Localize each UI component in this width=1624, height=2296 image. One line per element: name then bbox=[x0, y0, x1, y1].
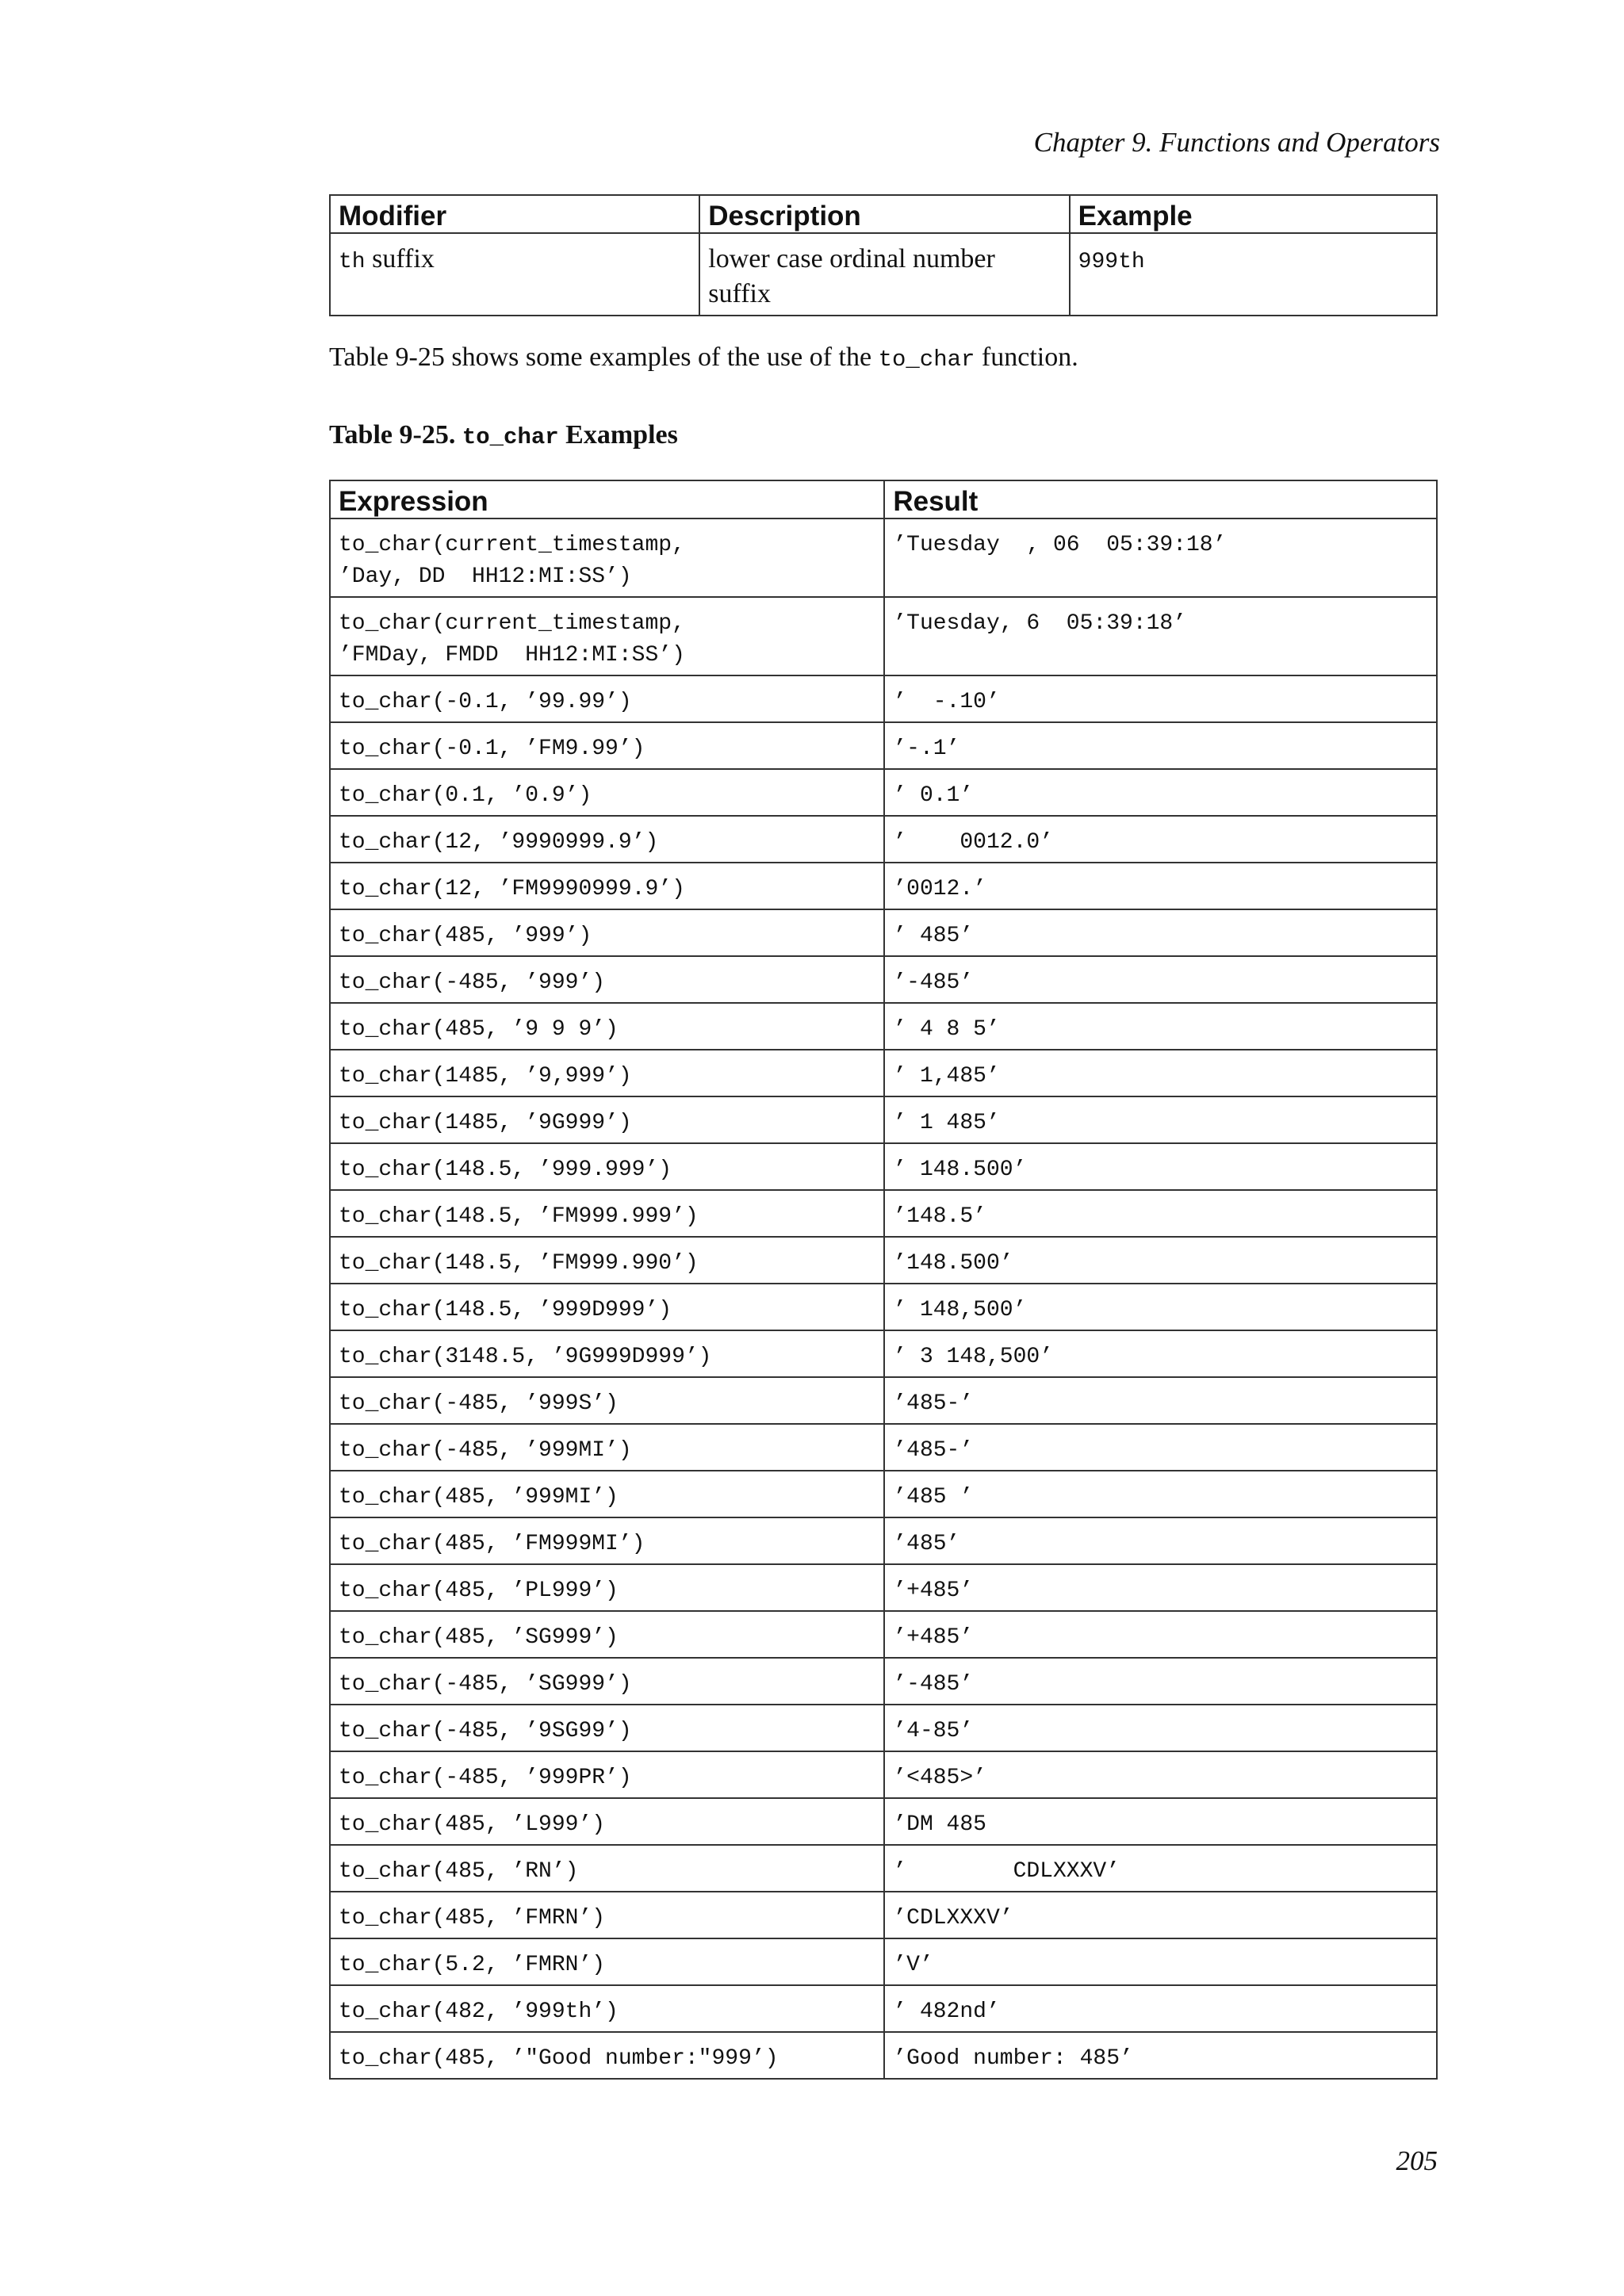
modifier-cell bbox=[330, 233, 699, 316]
expression-cell: to_char(current_timestamp, ’Day, DD HH12:MI:SS’) bbox=[330, 519, 884, 597]
result-cell: ’+485’ bbox=[884, 1564, 1437, 1611]
expression-cell: to_char(485, ’RN’) bbox=[330, 1845, 884, 1892]
table-row bbox=[330, 1143, 1437, 1190]
expression-cell: to_char(485, ’FMRN’) bbox=[330, 1892, 884, 1938]
result-cell: ’ 0.1’ bbox=[884, 769, 1437, 816]
table-row bbox=[330, 909, 1437, 956]
expression-cell: to_char(485, ’999MI’) bbox=[330, 1471, 884, 1517]
table-row bbox=[330, 1424, 1437, 1471]
table-row bbox=[330, 1190, 1437, 1237]
result-cell: ’485’ bbox=[884, 1517, 1437, 1564]
modifier-text: suffix bbox=[365, 244, 435, 274]
table-row bbox=[330, 1892, 1437, 1938]
result-cell: ’CDLXXXV’ bbox=[884, 1892, 1437, 1938]
result-cell: ’485-’ bbox=[884, 1424, 1437, 1471]
result-cell: ’DM 485 bbox=[884, 1798, 1437, 1845]
table-row bbox=[330, 1377, 1437, 1424]
intro-code: to_char bbox=[878, 346, 975, 373]
result-cell: ’ 148.500’ bbox=[884, 1143, 1437, 1190]
result-cell: ’ 4 8 5’ bbox=[884, 1003, 1437, 1050]
table-row bbox=[330, 863, 1437, 909]
caption-label: Table 9-25. bbox=[329, 420, 462, 450]
result-cell: ’ 148,500’ bbox=[884, 1284, 1437, 1330]
expression-cell: to_char(-485, ’999S’) bbox=[330, 1377, 884, 1424]
description-line: lower case ordinal number bbox=[708, 244, 995, 274]
column-header-description: Description bbox=[699, 195, 1069, 233]
expression-cell: to_char(485, ’L999’) bbox=[330, 1798, 884, 1845]
column-header-modifier: Modifier bbox=[330, 195, 699, 233]
expression-cell: to_char(148.5, ’FM999.999’) bbox=[330, 1190, 884, 1237]
modifier-table-header-row bbox=[330, 195, 1437, 233]
result-cell: ’ 482nd’ bbox=[884, 1985, 1437, 2032]
example-code: 999th bbox=[1078, 250, 1145, 274]
expression-cell: to_char(1485, ’9G999’) bbox=[330, 1096, 884, 1143]
table-row bbox=[330, 956, 1437, 1003]
table-row bbox=[330, 1284, 1437, 1330]
expression-cell: to_char(485, ’PL999’) bbox=[330, 1564, 884, 1611]
table-row bbox=[330, 1798, 1437, 1845]
caption-text: Examples bbox=[558, 420, 678, 450]
table-row bbox=[330, 1938, 1437, 1985]
table-row bbox=[330, 233, 1437, 316]
intro-text: function. bbox=[975, 342, 1078, 372]
modifier-code: th bbox=[339, 250, 366, 274]
expression-cell: to_char(5.2, ’FMRN’) bbox=[330, 1938, 884, 1985]
result-cell: ’ -.10’ bbox=[884, 675, 1437, 722]
expression-cell: to_char(485, ’"Good number:"999’) bbox=[330, 2032, 884, 2079]
result-cell: ’485-’ bbox=[884, 1377, 1437, 1424]
result-cell: ’ 3 148,500’ bbox=[884, 1330, 1437, 1377]
table-row bbox=[330, 1471, 1437, 1517]
expression-cell: to_char(-0.1, ’99.99’) bbox=[330, 675, 884, 722]
expression-cell: to_char(-0.1, ’FM9.99’) bbox=[330, 722, 884, 769]
expression-cell: to_char(-485, ’999PR’) bbox=[330, 1751, 884, 1798]
expression-cell: to_char(12, ’FM9990999.9’) bbox=[330, 863, 884, 909]
expression-cell: to_char(-485, ’SG999’) bbox=[330, 1658, 884, 1705]
example-cell bbox=[1070, 233, 1437, 316]
expression-cell: to_char(148.5, ’999D999’) bbox=[330, 1284, 884, 1330]
table-row bbox=[330, 1705, 1437, 1751]
expression-cell: to_char(-485, ’999MI’) bbox=[330, 1424, 884, 1471]
result-cell: ’-.1’ bbox=[884, 722, 1437, 769]
table-row bbox=[330, 769, 1437, 816]
table-row bbox=[330, 597, 1437, 675]
result-cell: ’-485’ bbox=[884, 1658, 1437, 1705]
description-line: suffix bbox=[708, 279, 771, 308]
table-row bbox=[330, 1330, 1437, 1377]
result-cell: ’Good number: 485’ bbox=[884, 2032, 1437, 2079]
expression-cell: to_char(482, ’999th’) bbox=[330, 1985, 884, 2032]
result-cell: ’ 485’ bbox=[884, 909, 1437, 956]
examples-table-header-row bbox=[330, 480, 1437, 519]
table-row bbox=[330, 1985, 1437, 2032]
table-row bbox=[330, 1751, 1437, 1798]
expression-cell: to_char(485, ’SG999’) bbox=[330, 1611, 884, 1658]
expression-cell: to_char(current_timestamp, ’FMDay, FMDD HH12:MI:SS’) bbox=[330, 597, 884, 675]
expression-cell: to_char(12, ’9990999.9’) bbox=[330, 816, 884, 863]
result-cell: ’148.5’ bbox=[884, 1190, 1437, 1237]
running-header: Chapter 9. Functions and Operators bbox=[1033, 127, 1440, 158]
page-number: 205 bbox=[1396, 2145, 1438, 2176]
expression-cell: to_char(3148.5, ’9G999D999’) bbox=[330, 1330, 884, 1377]
result-cell: ’0012.’ bbox=[884, 863, 1437, 909]
result-cell: ’ 1,485’ bbox=[884, 1050, 1437, 1096]
result-cell: ’Tuesday , 06 05:39:18’ bbox=[884, 519, 1437, 597]
table-caption bbox=[329, 420, 678, 450]
result-cell: ’Tuesday, 6 05:39:18’ bbox=[884, 597, 1437, 675]
column-header-expression: Expression bbox=[330, 480, 884, 519]
table-row bbox=[330, 1050, 1437, 1096]
table-row bbox=[330, 1517, 1437, 1564]
expression-cell: to_char(485, ’999’) bbox=[330, 909, 884, 956]
expression-cell: to_char(485, ’9 9 9’) bbox=[330, 1003, 884, 1050]
table-row bbox=[330, 2032, 1437, 2079]
table-row bbox=[330, 1611, 1437, 1658]
result-cell: ’ 1 485’ bbox=[884, 1096, 1437, 1143]
expression-cell: to_char(148.5, ’999.999’) bbox=[330, 1143, 884, 1190]
table-row bbox=[330, 1564, 1437, 1611]
expression-cell: to_char(148.5, ’FM999.990’) bbox=[330, 1237, 884, 1284]
expression-cell: to_char(-485, ’999’) bbox=[330, 956, 884, 1003]
table-row bbox=[330, 519, 1437, 597]
examples-table-body bbox=[330, 519, 1437, 2079]
table-row bbox=[330, 1237, 1437, 1284]
result-cell: ’148.500’ bbox=[884, 1237, 1437, 1284]
expression-cell: to_char(0.1, ’0.9’) bbox=[330, 769, 884, 816]
result-cell: ’485 ’ bbox=[884, 1471, 1437, 1517]
intro-text: Table 9-25 shows some examples of the use of the bbox=[329, 342, 879, 372]
expression-cell: to_char(-485, ’9SG99’) bbox=[330, 1705, 884, 1751]
examples-table bbox=[329, 480, 1438, 2080]
result-cell: ’-485’ bbox=[884, 956, 1437, 1003]
expression-cell: to_char(1485, ’9,999’) bbox=[330, 1050, 884, 1096]
table-row bbox=[330, 1096, 1437, 1143]
result-cell: ’ 0012.0’ bbox=[884, 816, 1437, 863]
result-cell: ’ CDLXXXV’ bbox=[884, 1845, 1437, 1892]
table-row bbox=[330, 816, 1437, 863]
table-row bbox=[330, 1003, 1437, 1050]
result-cell: ’<485>’ bbox=[884, 1751, 1437, 1798]
table-row bbox=[330, 722, 1437, 769]
table-row bbox=[330, 1658, 1437, 1705]
caption-code: to_char bbox=[462, 424, 559, 450]
intro-paragraph bbox=[329, 342, 1078, 373]
result-cell: ’+485’ bbox=[884, 1611, 1437, 1658]
modifier-table bbox=[329, 194, 1438, 316]
table-row bbox=[330, 675, 1437, 722]
expression-cell: to_char(485, ’FM999MI’) bbox=[330, 1517, 884, 1564]
result-cell: ’4-85’ bbox=[884, 1705, 1437, 1751]
column-header-example: Example bbox=[1070, 195, 1437, 233]
result-cell: ’V’ bbox=[884, 1938, 1437, 1985]
description-cell bbox=[699, 233, 1069, 316]
table-row bbox=[330, 1845, 1437, 1892]
column-header-result: Result bbox=[884, 480, 1437, 519]
